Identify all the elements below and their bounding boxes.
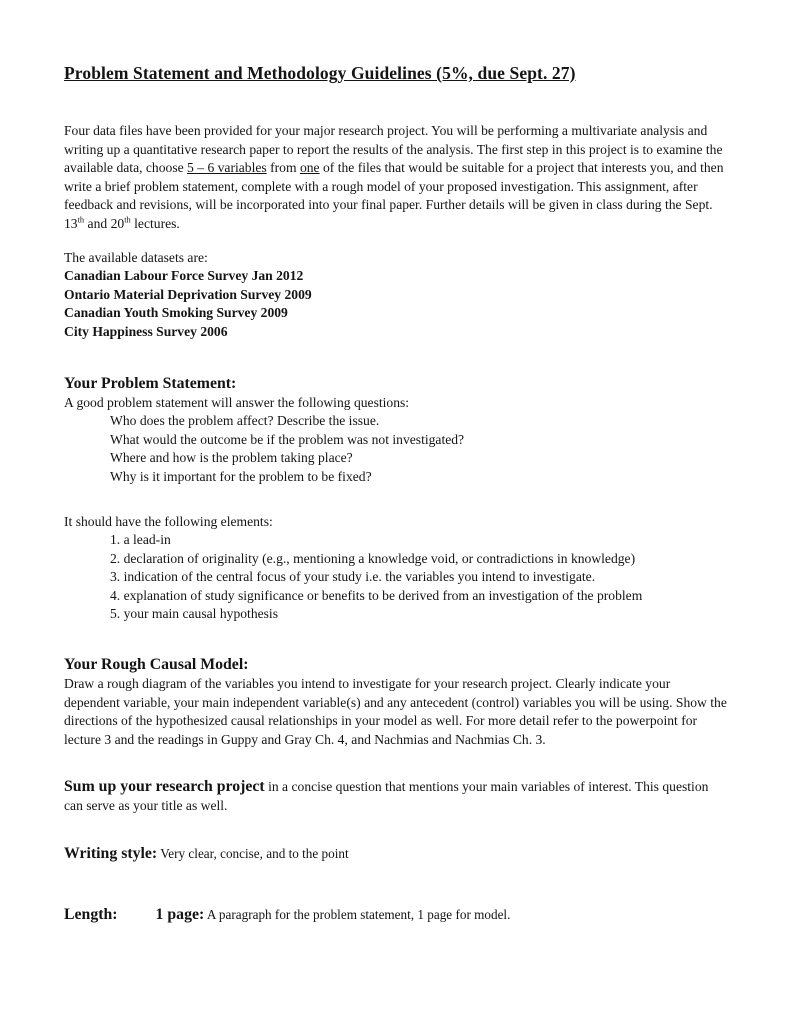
problem-statement-questions	[64, 412, 728, 486]
length-body: A paragraph for the problem statement, 1 page for model.	[204, 907, 511, 923]
writing-style-line	[64, 845, 728, 864]
datasets-lead: The available datasets are:	[64, 249, 208, 265]
question-item: What would the outcome be if the problem was not investigated?	[110, 431, 465, 447]
causal-model-body: Draw a rough diagram of the variables you intend to investigate for your research project. Clearly indicate your dependent variable, your main independent variable(s) and any antecedent (control) variables you will be using. Show the directions of the hypothesized causal relationships in your model as well. For more detail refer to the powerpoint for lecture 3 and the readings in Guppy and Gray Ch. 4, and Nachmias and Nachmias Ch. 3.	[64, 676, 727, 747]
dataset-item: Canadian Youth Smoking Survey 2009	[64, 305, 288, 321]
document-title: Problem Statement and Methodology Guidelines (5%, due Sept. 27)	[64, 63, 576, 83]
dataset-item: Ontario Material Deprivation Survey 2009	[64, 286, 312, 302]
question-item: Where and how is the problem taking place?	[110, 450, 353, 466]
sum-up-paragraph	[64, 778, 728, 815]
intro-paragraph: Four data files have been provided for your major research project. You will be performing a multivariate analysis and writing up a quantitative research paper to report the results of the analysis. The first step in this project is to examine the available data, choose 5 – 6 variables from one of the files that would be suitable for a project that interests you, and then write a brief problem statement, complete with a rough model of your proposed investigation. This assignment, after feedback and revisions, will be incorporated into your final paper. Further details will be given in class during the Sept. 13th and 20th lectures.	[64, 123, 724, 231]
dataset-item: City Happiness Survey 2006	[64, 323, 228, 339]
question-item: Why is it important for the problem to be fixed?	[110, 468, 372, 484]
length-heading: Length:	[64, 906, 118, 924]
problem-statement-heading: Your Problem Statement:	[64, 374, 237, 392]
question-item: Who does the problem affect? Describe the issue.	[110, 413, 380, 429]
writing-style-heading: Writing style:	[64, 844, 158, 862]
element-item: 1. a lead-in	[110, 532, 171, 548]
datasets-block	[64, 249, 728, 342]
sum-up-body: in a concise question that mentions your main variables of interest. This question can serve as your title as well.	[64, 779, 709, 814]
problem-statement-elements	[64, 531, 728, 624]
element-item: 3. indication of the central focus of your study i.e. the variables you intend to investigate.	[110, 569, 596, 585]
sum-up-heading: Sum up your research project	[64, 778, 265, 796]
elements-lead: It should have the following elements:	[64, 513, 273, 529]
writing-style-body: Very clear, concise, and to the point	[157, 845, 349, 861]
length-line	[64, 906, 728, 925]
problem-statement-lead: A good problem statement will answer the following questions:	[64, 394, 410, 410]
length-sub-heading: 1 page:	[155, 906, 205, 924]
element-item: 2. declaration of originality (e.g., mentioning a knowledge void, or contradictions in knowledge)	[110, 550, 636, 566]
causal-model-heading: Your Rough Causal Model:	[64, 656, 249, 674]
dataset-item: Canadian Labour Force Survey Jan 2012	[64, 268, 304, 284]
element-item: 4. explanation of study significance or benefits to be derived from an investigation of the problem	[110, 587, 643, 603]
element-item: 5. your main causal hypothesis	[110, 606, 279, 622]
